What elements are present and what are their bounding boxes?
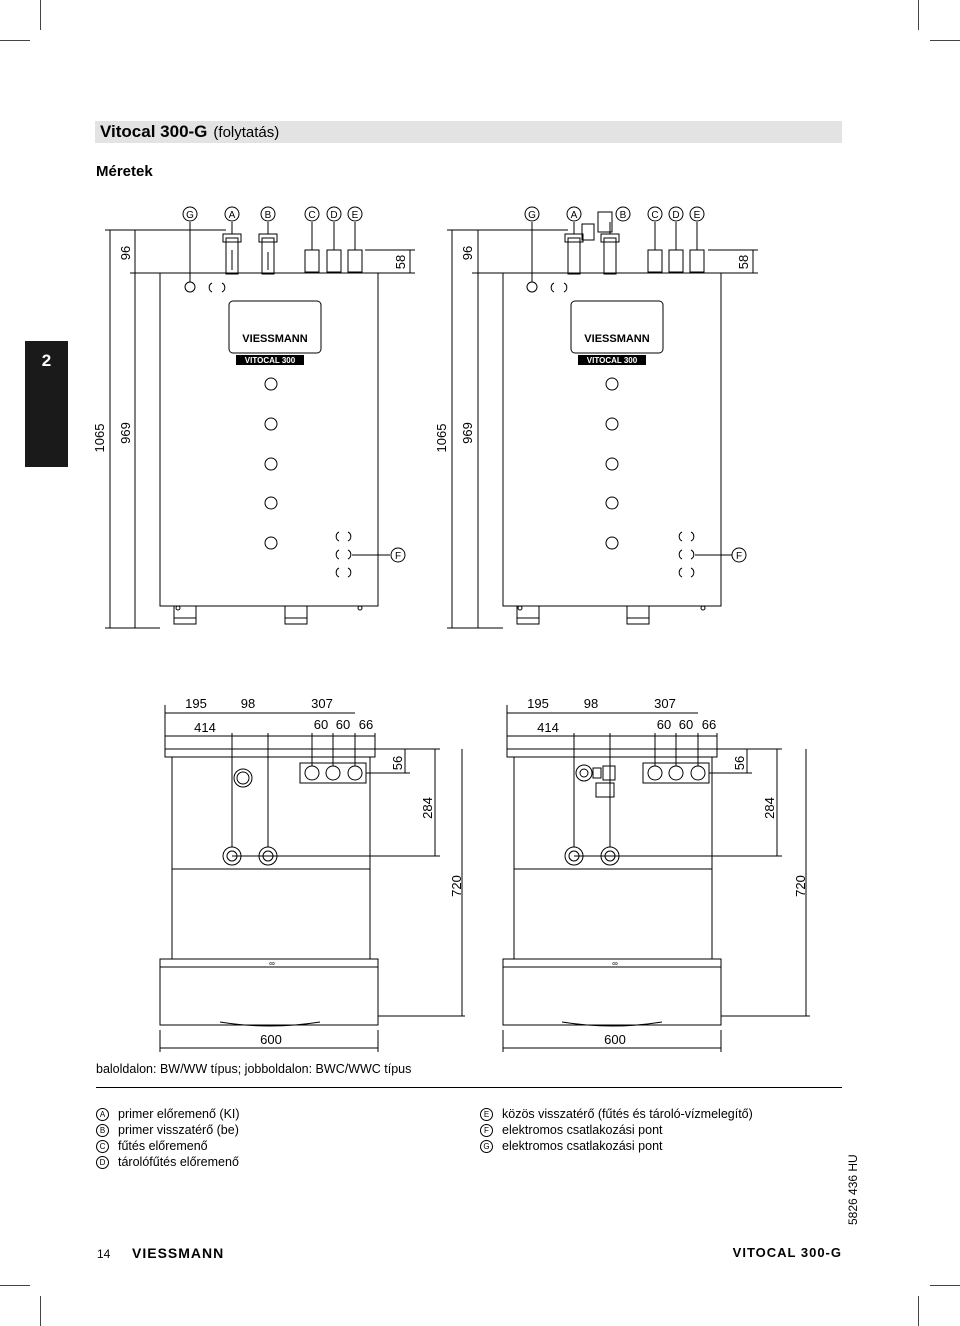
legend-key: C bbox=[96, 1140, 109, 1153]
dim-66-left: 66 bbox=[358, 717, 374, 732]
label-b: B bbox=[619, 210, 627, 221]
dim-414-right: 414 bbox=[537, 720, 559, 735]
legend-text: elektromos csatlakozási pont bbox=[502, 1123, 663, 1137]
front-view-right bbox=[447, 212, 758, 628]
top-view-left bbox=[160, 705, 465, 1052]
dim-height-total-right: 1065 bbox=[434, 423, 449, 453]
legend-text: fűtés előremenő bbox=[118, 1139, 208, 1153]
svg-text:∞: ∞ bbox=[612, 959, 618, 968]
label-g: G bbox=[186, 210, 194, 221]
legend-key: D bbox=[96, 1156, 109, 1169]
title-suffix: (folytatás) bbox=[213, 124, 280, 141]
legend-item bbox=[480, 1106, 753, 1122]
label-e: E bbox=[693, 210, 701, 221]
dim-66-right: 66 bbox=[701, 717, 717, 732]
product-name: VITOCAL 300-G bbox=[732, 1245, 842, 1260]
label-a: A bbox=[570, 210, 578, 221]
legend-key: B bbox=[96, 1124, 109, 1137]
legend-item bbox=[96, 1138, 240, 1154]
dim-top-96-left: 96 bbox=[118, 245, 133, 261]
label-d: D bbox=[330, 210, 338, 221]
panel-model: VITOCAL 300 bbox=[586, 356, 638, 365]
dim-60a-right: 60 bbox=[656, 717, 672, 732]
legend-text: közös visszatérő (fűtés és tároló-vízmelegítő) bbox=[502, 1107, 753, 1121]
legend-key: E bbox=[480, 1108, 493, 1121]
legend-text: tárolófűtés előremenő bbox=[118, 1155, 239, 1169]
label-f: F bbox=[735, 551, 743, 562]
divider bbox=[96, 1087, 842, 1088]
panel-brand: VIESSMANN bbox=[242, 333, 308, 345]
title-text: Vitocal 300-G bbox=[100, 122, 208, 141]
chapter-tab: 2 bbox=[25, 341, 68, 467]
label-g: G bbox=[528, 210, 536, 221]
dim-195-left: 195 bbox=[185, 696, 207, 711]
dim-height-body-right: 969 bbox=[460, 422, 475, 444]
dim-414-left: 414 bbox=[194, 720, 216, 735]
label-c: C bbox=[308, 210, 316, 221]
legend-item bbox=[96, 1154, 240, 1170]
dim-top-58-left: 58 bbox=[393, 254, 408, 270]
dim-height-total-left: 1065 bbox=[92, 423, 107, 453]
dim-307-right: 307 bbox=[654, 696, 676, 711]
section-heading: Méretek bbox=[96, 163, 153, 180]
dim-top-58-right: 58 bbox=[736, 254, 751, 270]
figure-caption: baloldalon: BW/WW típus; jobboldalon: BWC/WWC típus bbox=[96, 1062, 412, 1076]
dim-98-right: 98 bbox=[583, 696, 599, 711]
top-view-right bbox=[503, 705, 810, 1052]
legend-text: primer visszatérő (be) bbox=[118, 1123, 239, 1137]
svg-text:∞: ∞ bbox=[269, 959, 275, 968]
label-d: D bbox=[672, 210, 680, 221]
dim-56-left: 56 bbox=[390, 755, 405, 771]
label-b: B bbox=[264, 210, 272, 221]
dim-56-right: 56 bbox=[732, 755, 747, 771]
dim-720-right: 720 bbox=[793, 875, 808, 897]
dim-60b-right: 60 bbox=[678, 717, 694, 732]
document-number: 5826 436 HU bbox=[846, 1154, 860, 1225]
legend-item bbox=[480, 1138, 753, 1154]
label-c: C bbox=[651, 210, 659, 221]
dim-307-left: 307 bbox=[311, 696, 333, 711]
legend-item bbox=[96, 1122, 240, 1138]
legend-key: F bbox=[480, 1124, 493, 1137]
legend-right bbox=[480, 1106, 753, 1154]
brand-logo: VIESSMANN bbox=[132, 1245, 225, 1261]
panel-brand: VIESSMANN bbox=[584, 333, 650, 345]
legend-text: primer előremenő (KI) bbox=[118, 1107, 240, 1121]
label-e: E bbox=[351, 210, 359, 221]
label-a: A bbox=[228, 210, 236, 221]
dim-720-left: 720 bbox=[449, 875, 464, 897]
dim-height-body-left: 969 bbox=[118, 422, 133, 444]
dim-60a-left: 60 bbox=[313, 717, 329, 732]
legend-key: A bbox=[96, 1108, 109, 1121]
dim-60b-left: 60 bbox=[335, 717, 351, 732]
dim-284-left: 284 bbox=[420, 797, 435, 819]
dim-98-left: 98 bbox=[240, 696, 256, 711]
page-number: 14 bbox=[97, 1247, 111, 1261]
dim-195-right: 195 bbox=[527, 696, 549, 711]
legend-item bbox=[480, 1122, 753, 1138]
dim-284-right: 284 bbox=[762, 797, 777, 819]
legend-left bbox=[96, 1106, 240, 1170]
legend-item bbox=[96, 1106, 240, 1122]
label-f: F bbox=[394, 551, 402, 562]
front-view-left bbox=[105, 222, 415, 628]
dim-600-left: 600 bbox=[260, 1032, 282, 1047]
legend-text: elektromos csatlakozási pont bbox=[502, 1139, 663, 1153]
panel-model: VITOCAL 300 bbox=[244, 356, 296, 365]
legend-key: G bbox=[480, 1140, 493, 1153]
dim-top-96-right: 96 bbox=[460, 245, 475, 261]
dim-600-right: 600 bbox=[604, 1032, 626, 1047]
